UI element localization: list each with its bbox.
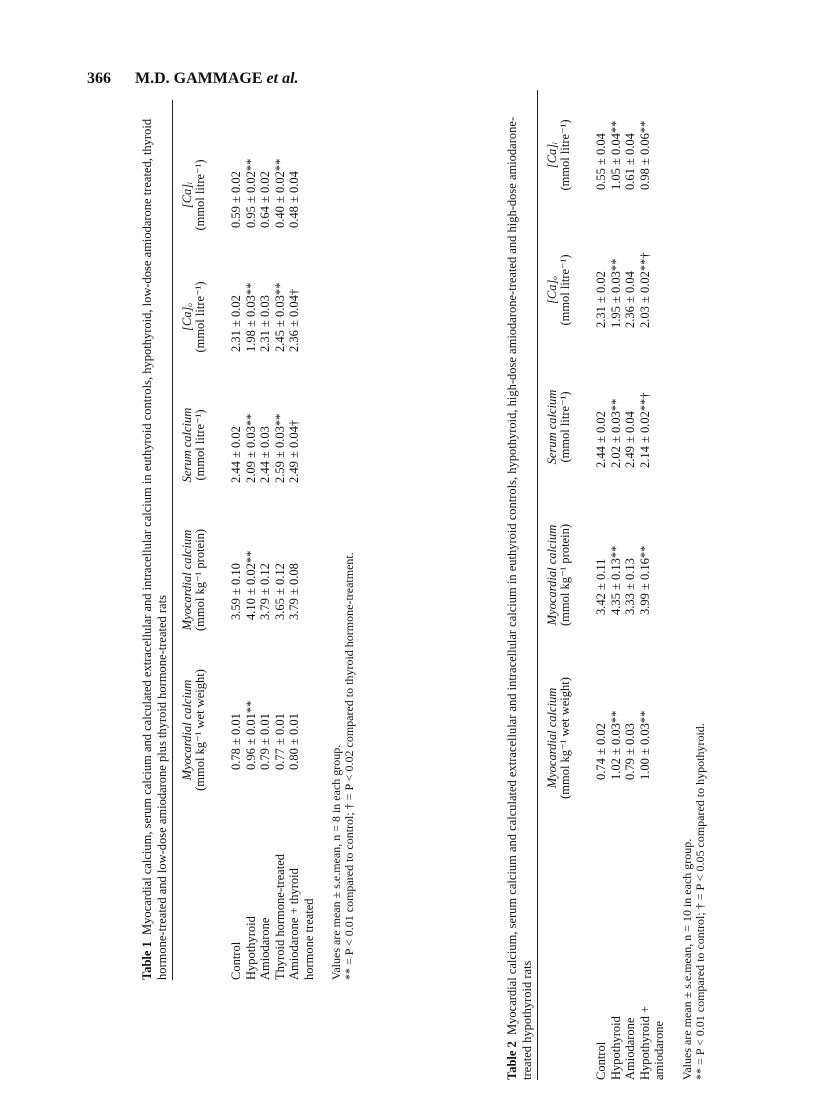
table-cell: 1.95 ± 0.03** bbox=[608, 258, 623, 328]
table-label: Table 2 bbox=[505, 1041, 519, 1080]
table-2 bbox=[505, 90, 707, 1080]
header-cell: Myocardial calcium (mmol kg⁻¹ wet weight) bbox=[180, 669, 207, 791]
table-cell: 2.31 ± 0.02 bbox=[229, 295, 243, 352]
row-label-continuation: hormone treated bbox=[301, 898, 316, 980]
table-body bbox=[229, 100, 316, 980]
table-cell: 0.40 ± 0.02** bbox=[272, 158, 287, 228]
table-row bbox=[609, 90, 624, 1080]
table-cell: 0.79 ± 0.03 bbox=[623, 723, 637, 780]
table-header-row bbox=[538, 90, 582, 1080]
table-cell: 0.59 ± 0.02 bbox=[229, 171, 243, 228]
table-cell: 2.49 ± 0.04 bbox=[623, 411, 637, 468]
table-row bbox=[258, 100, 273, 980]
table-cell: 0.48 ± 0.04 bbox=[287, 171, 301, 228]
table-cell: 1.02 ± 0.03** bbox=[608, 710, 623, 780]
row-label: Amiodarone bbox=[258, 917, 272, 980]
table-header-row bbox=[173, 100, 217, 980]
header-cell: Myocardial calcium (mmol kg⁻¹ wet weight) bbox=[545, 677, 572, 799]
table-row bbox=[594, 90, 609, 1080]
row-label: Hypothyroid + bbox=[637, 1005, 652, 1080]
header-cell: [Ca]ᵢ (mmol litre⁻¹) bbox=[545, 119, 572, 191]
table-row-continuation bbox=[302, 100, 317, 980]
table-cell: 2.44 ± 0.03 bbox=[258, 426, 272, 483]
table-cell: 3.59 ± 0.10 bbox=[229, 563, 243, 620]
table-cell: 0.64 ± 0.02 bbox=[258, 171, 272, 228]
header-cell: Myocardial calcium (mmol kg⁻¹ protein) bbox=[545, 524, 572, 626]
table-cell: 0.74 ± 0.02 bbox=[594, 723, 608, 780]
row-label: Thyroid hormone-treated bbox=[272, 854, 287, 980]
row-label: Control bbox=[594, 1041, 608, 1080]
table-cell: 0.98 ± 0.06** bbox=[637, 120, 652, 190]
table-note: Values are mean ± s.e.mean, n = 10 in each group. bbox=[679, 838, 694, 1080]
table-cell: 3.33 ± 0.13 bbox=[623, 558, 637, 615]
table-cell: 2.31 ± 0.02 bbox=[594, 271, 608, 328]
table-cell: 2.02 ± 0.03** bbox=[608, 398, 623, 468]
table-cell: 0.77 ± 0.01 bbox=[272, 713, 287, 770]
table-cell: 0.55 ± 0.04 bbox=[594, 133, 608, 190]
row-label: Control bbox=[229, 941, 243, 980]
table-cell: 2.59 ± 0.03** bbox=[272, 413, 287, 483]
table-cell: 1.05 ± 0.04** bbox=[608, 120, 623, 190]
table-note: ** = P < 0.01 compared to control; † = P < 0.05 compared to hypothyroid. bbox=[692, 723, 707, 1080]
table-cell: 2.03 ± 0.02**† bbox=[637, 252, 652, 328]
table-row bbox=[273, 100, 288, 980]
header-cell: Myocardial calcium (mmol kg⁻¹ protein) bbox=[180, 529, 207, 631]
table-1 bbox=[140, 100, 370, 980]
table-row bbox=[287, 100, 302, 980]
table-cell: 3.42 ± 0.11 bbox=[594, 558, 608, 615]
table-cell: 2.36 ± 0.04† bbox=[287, 288, 301, 352]
table-caption bbox=[505, 90, 534, 1080]
header-cell: Serum calcium (mmol litre⁻¹) bbox=[545, 389, 572, 465]
table-row bbox=[244, 100, 259, 980]
table-note: ** = P < 0.01 compared to control; † = P < 0.02 compared to thyroid hormone-treatment. bbox=[342, 552, 356, 980]
table-cell: 0.79 ± 0.01 bbox=[258, 713, 272, 770]
row-label: Hypothyroid bbox=[608, 1016, 623, 1080]
table-notes bbox=[681, 90, 707, 1080]
table-row-continuation bbox=[652, 90, 667, 1080]
table-body bbox=[594, 90, 667, 1080]
table-cell: 2.31 ± 0.03 bbox=[258, 295, 272, 352]
page-number: 366 bbox=[87, 70, 111, 87]
table-cell: 2.49 ± 0.04† bbox=[287, 419, 301, 483]
table-cell: 1.00 ± 0.03** bbox=[637, 710, 652, 780]
header-cell: [Ca]ᵢ (mmol litre⁻¹) bbox=[180, 159, 207, 231]
table-note: Values are mean ± s.e.mean, n = 8 in each group. bbox=[329, 744, 343, 980]
table-label: Table 1 bbox=[140, 941, 154, 980]
running-head: M.D. GAMMAGE et al. bbox=[135, 70, 299, 87]
table-row bbox=[623, 90, 638, 1080]
running-head-suffix: et al. bbox=[266, 70, 299, 87]
table-cell: 4.35 ± 0.13** bbox=[608, 545, 623, 615]
table-cell: 4.10 ± 0.02** bbox=[243, 550, 258, 620]
table-cell: 2.14 ± 0.02**† bbox=[637, 392, 652, 468]
table-cell: 2.44 ± 0.02 bbox=[594, 411, 608, 468]
row-label: Hypothyroid bbox=[243, 916, 258, 980]
table-cell: 0.80 ± 0.01 bbox=[287, 713, 301, 770]
table-cell: 2.44 ± 0.02 bbox=[229, 426, 243, 483]
table-cell: 0.78 ± 0.01 bbox=[229, 713, 243, 770]
table-cell: 0.96 ± 0.01** bbox=[243, 700, 258, 770]
table-cell: 2.09 ± 0.03** bbox=[243, 413, 258, 483]
row-label: Amiodarone + thyroid bbox=[287, 868, 301, 980]
table-cell: 2.36 ± 0.04 bbox=[623, 271, 637, 328]
header-cell: [Ca]ₒ (mmol litre⁻¹) bbox=[180, 281, 207, 353]
header-cell: [Ca]ₒ (mmol litre⁻¹) bbox=[545, 254, 572, 326]
table-cell: 3.79 ± 0.08 bbox=[287, 563, 301, 620]
table-row bbox=[638, 90, 653, 1080]
table-notes bbox=[330, 100, 356, 980]
table-cell: 3.99 ± 0.16** bbox=[637, 545, 652, 615]
table-row bbox=[229, 100, 244, 980]
table-cell: 0.95 ± 0.02** bbox=[243, 158, 258, 228]
table-cell: 3.79 ± 0.12 bbox=[258, 563, 272, 620]
row-label: Amiodarone bbox=[623, 1017, 637, 1080]
table-caption bbox=[140, 100, 169, 980]
header-cell: Serum calcium (mmol litre⁻¹) bbox=[180, 407, 207, 483]
caption-text: Myocardial calcium, serum calcium and calculated extracellular and intracellular calcium in euthyroid controls, hypothyroid, low-dose amiodarone treated, thyroid hormone-treated and low-dose amiodarone plus thyroid hormone-treated rats bbox=[140, 118, 169, 980]
page-header bbox=[87, 70, 299, 88]
table-cell: 0.61 ± 0.04 bbox=[623, 133, 637, 190]
table-cell: 1.98 ± 0.03** bbox=[243, 282, 258, 352]
row-label-continuation: amiodarone bbox=[652, 1020, 666, 1080]
table-cell: 2.45 ± 0.03** bbox=[272, 282, 287, 352]
table-cell: 3.65 ± 0.12 bbox=[272, 563, 287, 620]
caption-text: Myocardial calcium, serum calcium and calculated extracellular and intracellular calcium in euthyroid controls, hypothyroid, high-dose amiodarone-treated and high-dose amiodarone-treated hypothyroid rats bbox=[505, 116, 534, 1080]
